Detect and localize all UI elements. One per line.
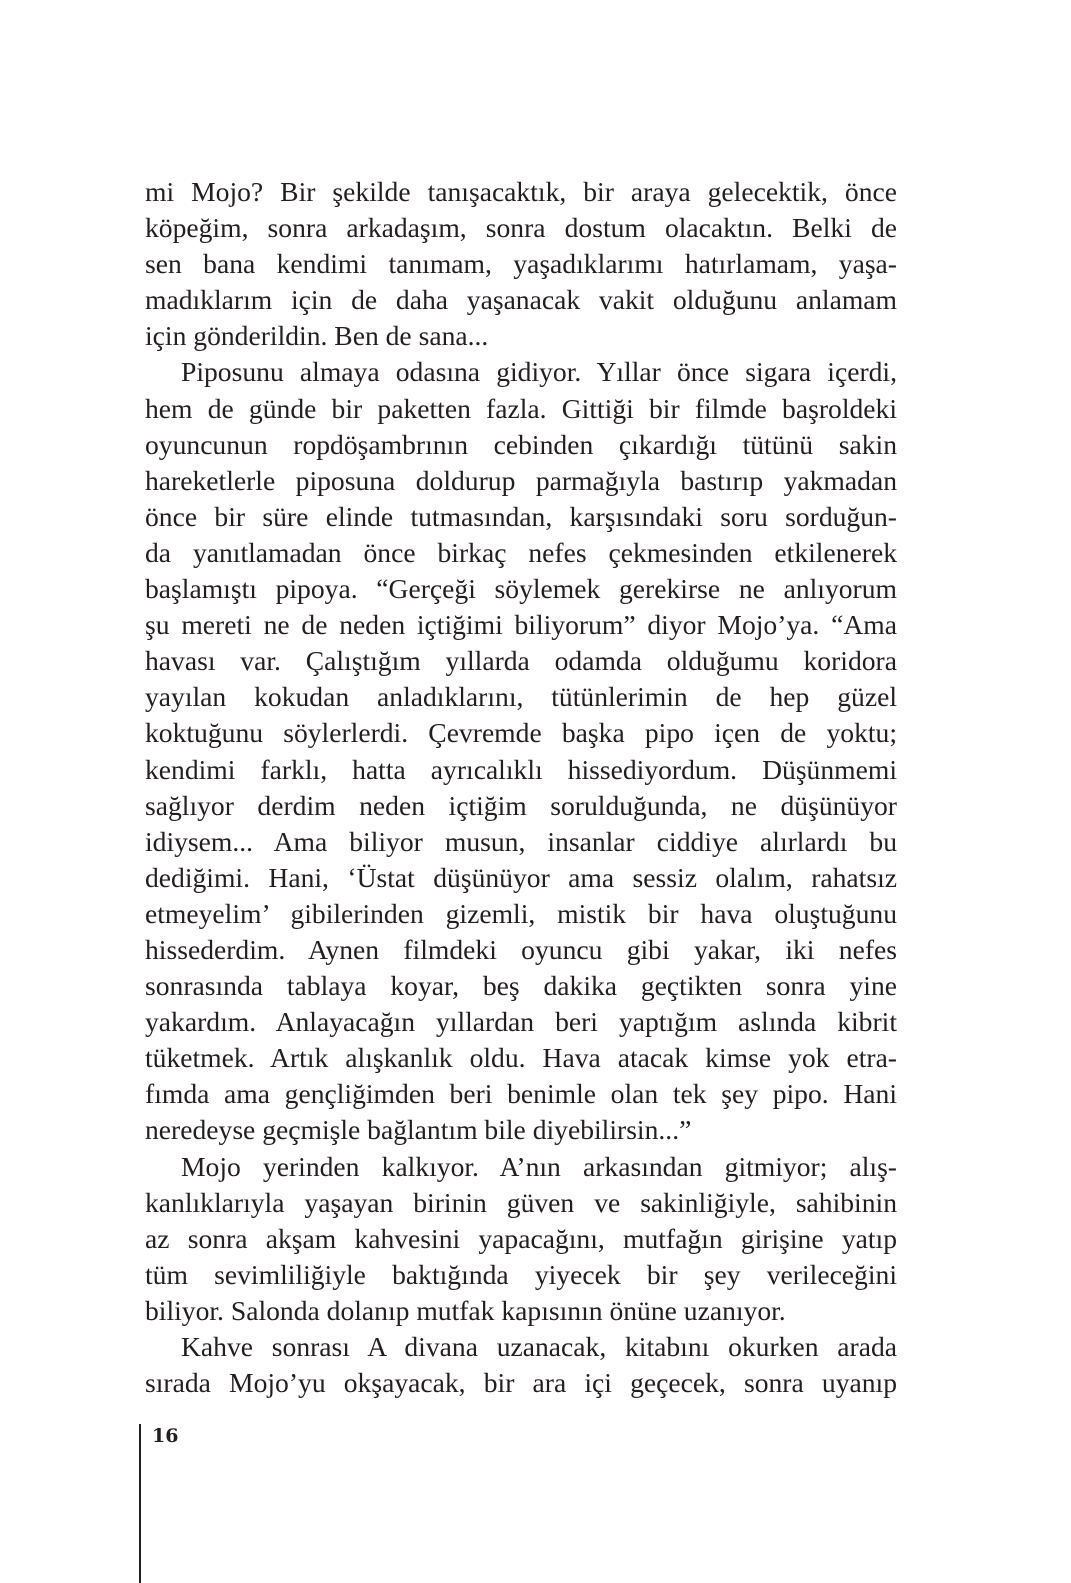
text-line: yayılan kokudan anladıklarını, tütünlerimin de hep güzel [145, 681, 897, 713]
text-line: dediğimi. Hani, ‘Üstat düşünüyor ama sessiz olalım, rahatsız [145, 861, 897, 893]
text-line: etmeyelim’ gibilerinden gizemli, mistik bir hava oluştuğunu [145, 897, 897, 929]
text-line: sağlıyor derdim neden içtiğim sorulduğunda, ne düşünüyor [145, 789, 897, 821]
text-line: az sonra akşam kahvesini yapacağını, mutfağın girişine yatıp [145, 1222, 897, 1254]
body-text [145, 174, 897, 1401]
text-line: kendimi farklı, hatta ayrıcalıklı hissediyordum. Düşünmemi [145, 753, 897, 785]
text-line: başlamıştı pipoya. “Gerçeği söylemek gerekirse ne anlıyorum [145, 573, 897, 605]
text-line: havası var. Çalıştığım yıllarda odamda olduğumu koridora [145, 645, 897, 677]
text-line: tüm sevimliliğiyle baktığında yiyecek bir şey verileceğini [145, 1258, 897, 1290]
text-line: hem de günde bir paketten fazla. Gittiği bir filmde başroldeki [145, 392, 897, 424]
text-line: kanlıklarıyla yaşayan birinin güven ve sakinliğiyle, sahibinin [145, 1186, 897, 1218]
text-line: için gönderildin. Ben de sana... [145, 320, 489, 352]
text-line: fımda ama gençliğimden beri benimle olan tek şey pipo. Hani [145, 1078, 897, 1110]
text-line: yakardım. Anlayacağın yıllardan beri yaptığım aslında kibrit [145, 1006, 897, 1038]
text-line: şu mereti ne de neden içtiğimi biliyorum” diyor Mojo’ya. “Ama [145, 609, 897, 641]
text-line: hareketlerle piposuna doldurup parmağıyla bastırıp yakmadan [145, 464, 897, 496]
text-line: mi Mojo? Bir şekilde tanışacaktık, bir araya gelecektik, önce [145, 176, 897, 207]
folio-rule [139, 1424, 141, 1583]
text-line: Piposunu almaya odasına gidiyor. Yıllar önce sigara içerdi, [181, 356, 897, 388]
text-line: sen bana kendimi tanımam, yaşadıklarımı hatırlamam, yaşa- [145, 248, 897, 280]
text-line: neredeyse geçmişle bağlantım bile diyebilirsin...” [145, 1114, 692, 1146]
text-line: idiysem... Ama biliyor musun, insanlar ciddiye alırlardı bu [145, 825, 897, 857]
text-line: Mojo yerinden kalkıyor. A’nın arkasından gitmiyor; alış- [181, 1150, 897, 1182]
text-line: köpeğim, sonra arkadaşım, sonra dostum olacaktın. Belki de [145, 212, 897, 244]
text-line: madıklarım için de daha yaşanacak vakit olduğunu anlamam [145, 284, 897, 316]
text-line: sırada Mojo’yu okşayacak, bir ara içi geçecek, sonra uyanıp [145, 1367, 897, 1399]
text-line: koktuğunu söylerlerdi. Çevremde başka pipo içen de yoktu; [145, 717, 897, 749]
text-line: önce bir süre elinde tutmasından, karşısındaki soru sorduğun- [145, 500, 897, 532]
text-line: biliyor. Salonda dolanıp mutfak kapısının önüne uzanıyor. [145, 1294, 786, 1326]
text-line: tüketmek. Artık alışkanlık oldu. Hava atacak kimse yok etra- [145, 1042, 897, 1074]
text-line: da yanıtlamadan önce birkaç nefes çekmesinden etkilenerek [145, 536, 897, 568]
text-line: sonrasında tablaya koyar, beş dakika geçtikten sonra yine [145, 970, 897, 1002]
text-line: hissederdim. Aynen filmdeki oyuncu gibi yakar, iki nefes [145, 933, 897, 965]
text-line: Kahve sonrası A divana uzanacak, kitabını okurken arada [181, 1331, 897, 1362]
text-line: oyuncunun ropdöşambrının cebinden çıkardığı tütünü sakin [145, 428, 897, 460]
page-number: 16 [152, 1425, 179, 1447]
